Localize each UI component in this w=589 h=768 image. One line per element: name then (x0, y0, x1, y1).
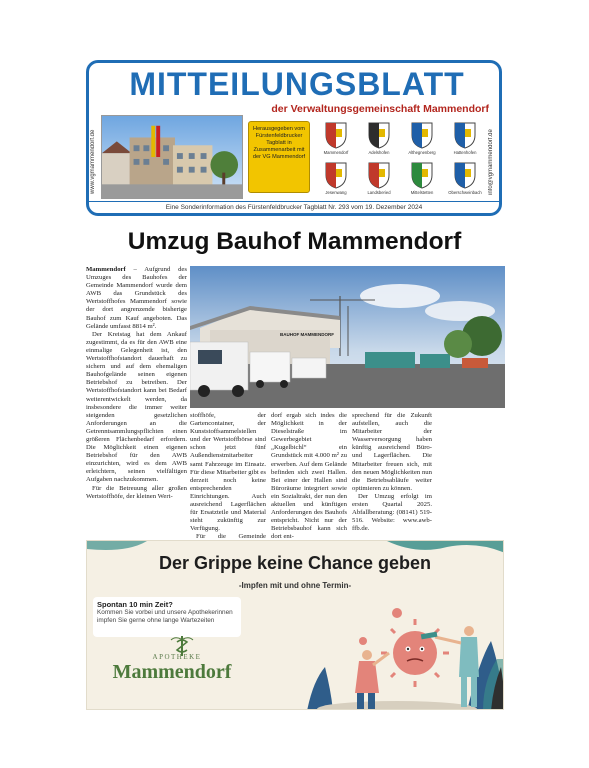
coat-of-arms-icon (367, 121, 391, 149)
masthead-subtitle: der Verwaltungsgemeinschaft Mammendorf (271, 103, 489, 115)
col4-paragraph-1: sprechend für die Zukunft aufstellen, auch die Mitarbeiter der Wasserversorgung haben künftig ausreichend Büro- und Lagerflächen. Die Mitarbeiter freuen sich, mit den neuen Möglichkeiten nun die Betriebsabläufe weiter optimieren zu können. (352, 412, 432, 492)
col2-paragraph-2: Für die Gemeinde (196, 533, 266, 541)
card-text: Kommen Sie vorbei und unsere Apothekerinnen impfen Sie gerne ohne lange Wartezeiten (97, 609, 233, 624)
coat-of-arms-icon (453, 161, 477, 189)
coat-of-arms-icon (324, 121, 348, 149)
crest-jesenwang (315, 161, 357, 195)
article-column-1 (86, 266, 187, 501)
ad-title: Der Grippe keine Chance geben (158, 553, 432, 573)
doctor-figure-left (355, 650, 389, 709)
email-vertical[interactable]: info@vgmammendorf.de (488, 129, 494, 195)
coat-of-arms-icon (410, 121, 434, 149)
crest-label: Mittelstetten (410, 190, 434, 195)
crest-mammendorf (315, 121, 357, 155)
crest-adelshofen (358, 121, 400, 155)
article-column-4 (352, 412, 432, 533)
logo-mammendorf: Mammendorf (112, 661, 232, 683)
col2-paragraph-1: stoffhöfe, der Gartencontainer, der Kunststoffsammelstellen und der Wertstoffbörse sind schon jetzt fünf Außendienstmitarbeiter samt Fahrzeuge im Einsatz. Für diese Mitarbeiter gibt es derzeit noch keine entsprechenden Einrichtungen. Auch ausreichend Lagerflächen für Ersatzteile und Material steht zukünftig zur Verfügung. (190, 412, 266, 533)
bauhof-sign: BAUHOF MAMMENDORF (280, 332, 334, 337)
col1-paragraph-2: Der Kreistag hat dem Ankauf zugestimmt, da es für den AWB eine einmalige Gelegenheit ist, den Wertstoffhofstandort dauerhaft zu sichern und auf dem ehemaligen Bauhofgelände seinen eigenen Betriebshof zu betreiben. Der Wertstoffhofstandort kann bei Bedarf weiterentwickelt werden, da insbesondere die immer weiter steigenden gesetzlichen Anforderungen an die Getrenntsammlungspflichten einen größeren Flächenbedarf erfordern. Die Möglichkeit einen eigenen Betriebshof für den AWB einzurichten, wird es dem AWB erleichtern, seinen vielfältigen Aufgaben nachzukommen. (86, 330, 187, 484)
coat-of-arms-icon (367, 161, 391, 189)
logo-apotheke: APOTHEKE (152, 653, 202, 661)
spontaneous-card (93, 597, 241, 637)
masthead-title: MITTEILUNGSBLATT (129, 66, 465, 102)
publisher-box: Herausgegeben vom Fürstenfeldbrucker Tagblatt in Zusammenarbeit mit der VG Mammendorf (248, 121, 310, 193)
masthead-footer: Eine Sonderinformation des Fürstenfeldbrucker Tagblatt Nr. 293 vom 19. Dezember 2024 (89, 201, 499, 213)
col1-paragraph-3: Für die Betreuung aller großen Wertstoffhöfe, der kleinen Wert- (86, 484, 187, 500)
dateline: Mammendorf (86, 266, 126, 273)
article-column-3 (271, 412, 347, 542)
masthead (86, 60, 502, 216)
article-column-2 (190, 412, 266, 550)
crest-label: Adelshofen (368, 150, 390, 155)
crest-label: Oberschweinbach (448, 190, 482, 195)
crest-label: Althegnenberg (408, 150, 436, 155)
website-vertical[interactable]: www.vgmammendorf.de (90, 129, 96, 195)
col4-paragraph-2: Der Umzug erfolgt im ersten Quartal 2025. Abfallberatung: (08141) 519-516. Website: www.awb-ffb.de. (352, 492, 432, 533)
ad-subtitle: -Impfen mit und ohne Termin- (238, 581, 352, 590)
card-heading: Spontan 10 min Zeit? (97, 600, 173, 609)
col1-paragraph-1: – Aufgrund des Umzuges des Bauhofes der Gemeinde Mammendorf wurde dem AWB das Grundstück des Wertstoffhofes Mammendorf sowie der dort angrenzende bisherige Bauhof zum Kauf angeboten. Das Gelände umfasst 8814 m². (86, 266, 187, 330)
vaccination-illustration (323, 597, 504, 710)
coat-of-arms-icon (453, 121, 477, 149)
crest-hattenhofen (444, 121, 486, 155)
article-headline: Umzug Bauhof Mammendorf (127, 228, 462, 255)
pharmacy-advertisement[interactable] (86, 540, 504, 710)
municipal-crests (315, 121, 485, 201)
bauhof-photo (190, 266, 505, 408)
col3-paragraph-1: dorf ergab sich indes die Möglichkeit in der Dieselstraße im Gewerbegebiet „Kugelbichl“ ein Grundstück mit 4.000 m² zu erwerben. Auf dem Gelände befinden sich zwei Hallen. Bei einer der Hallen sind Büroräume integriert sowie ein Sozialtrakt, der nun den aktuellen und künftigen Anforderungen des Bauhofs entspricht. Nicht nur der Betriebsbauhof kann sich dort ent- (271, 412, 347, 541)
crest-mittelstetten (401, 161, 443, 195)
coat-of-arms-icon (410, 161, 434, 189)
crest-label: Hattenhofen (453, 150, 477, 155)
crest-landsberied (358, 161, 400, 195)
crest-althegnenberg (401, 121, 443, 155)
crest-label: Mammendorf (323, 150, 349, 155)
crest-label: Jesenwang (325, 190, 347, 195)
coat-of-arms-icon (324, 161, 348, 189)
crest-label: Landsberied (367, 190, 391, 195)
town-hall-photo (101, 115, 243, 199)
crest-oberschweinbach (444, 161, 486, 195)
